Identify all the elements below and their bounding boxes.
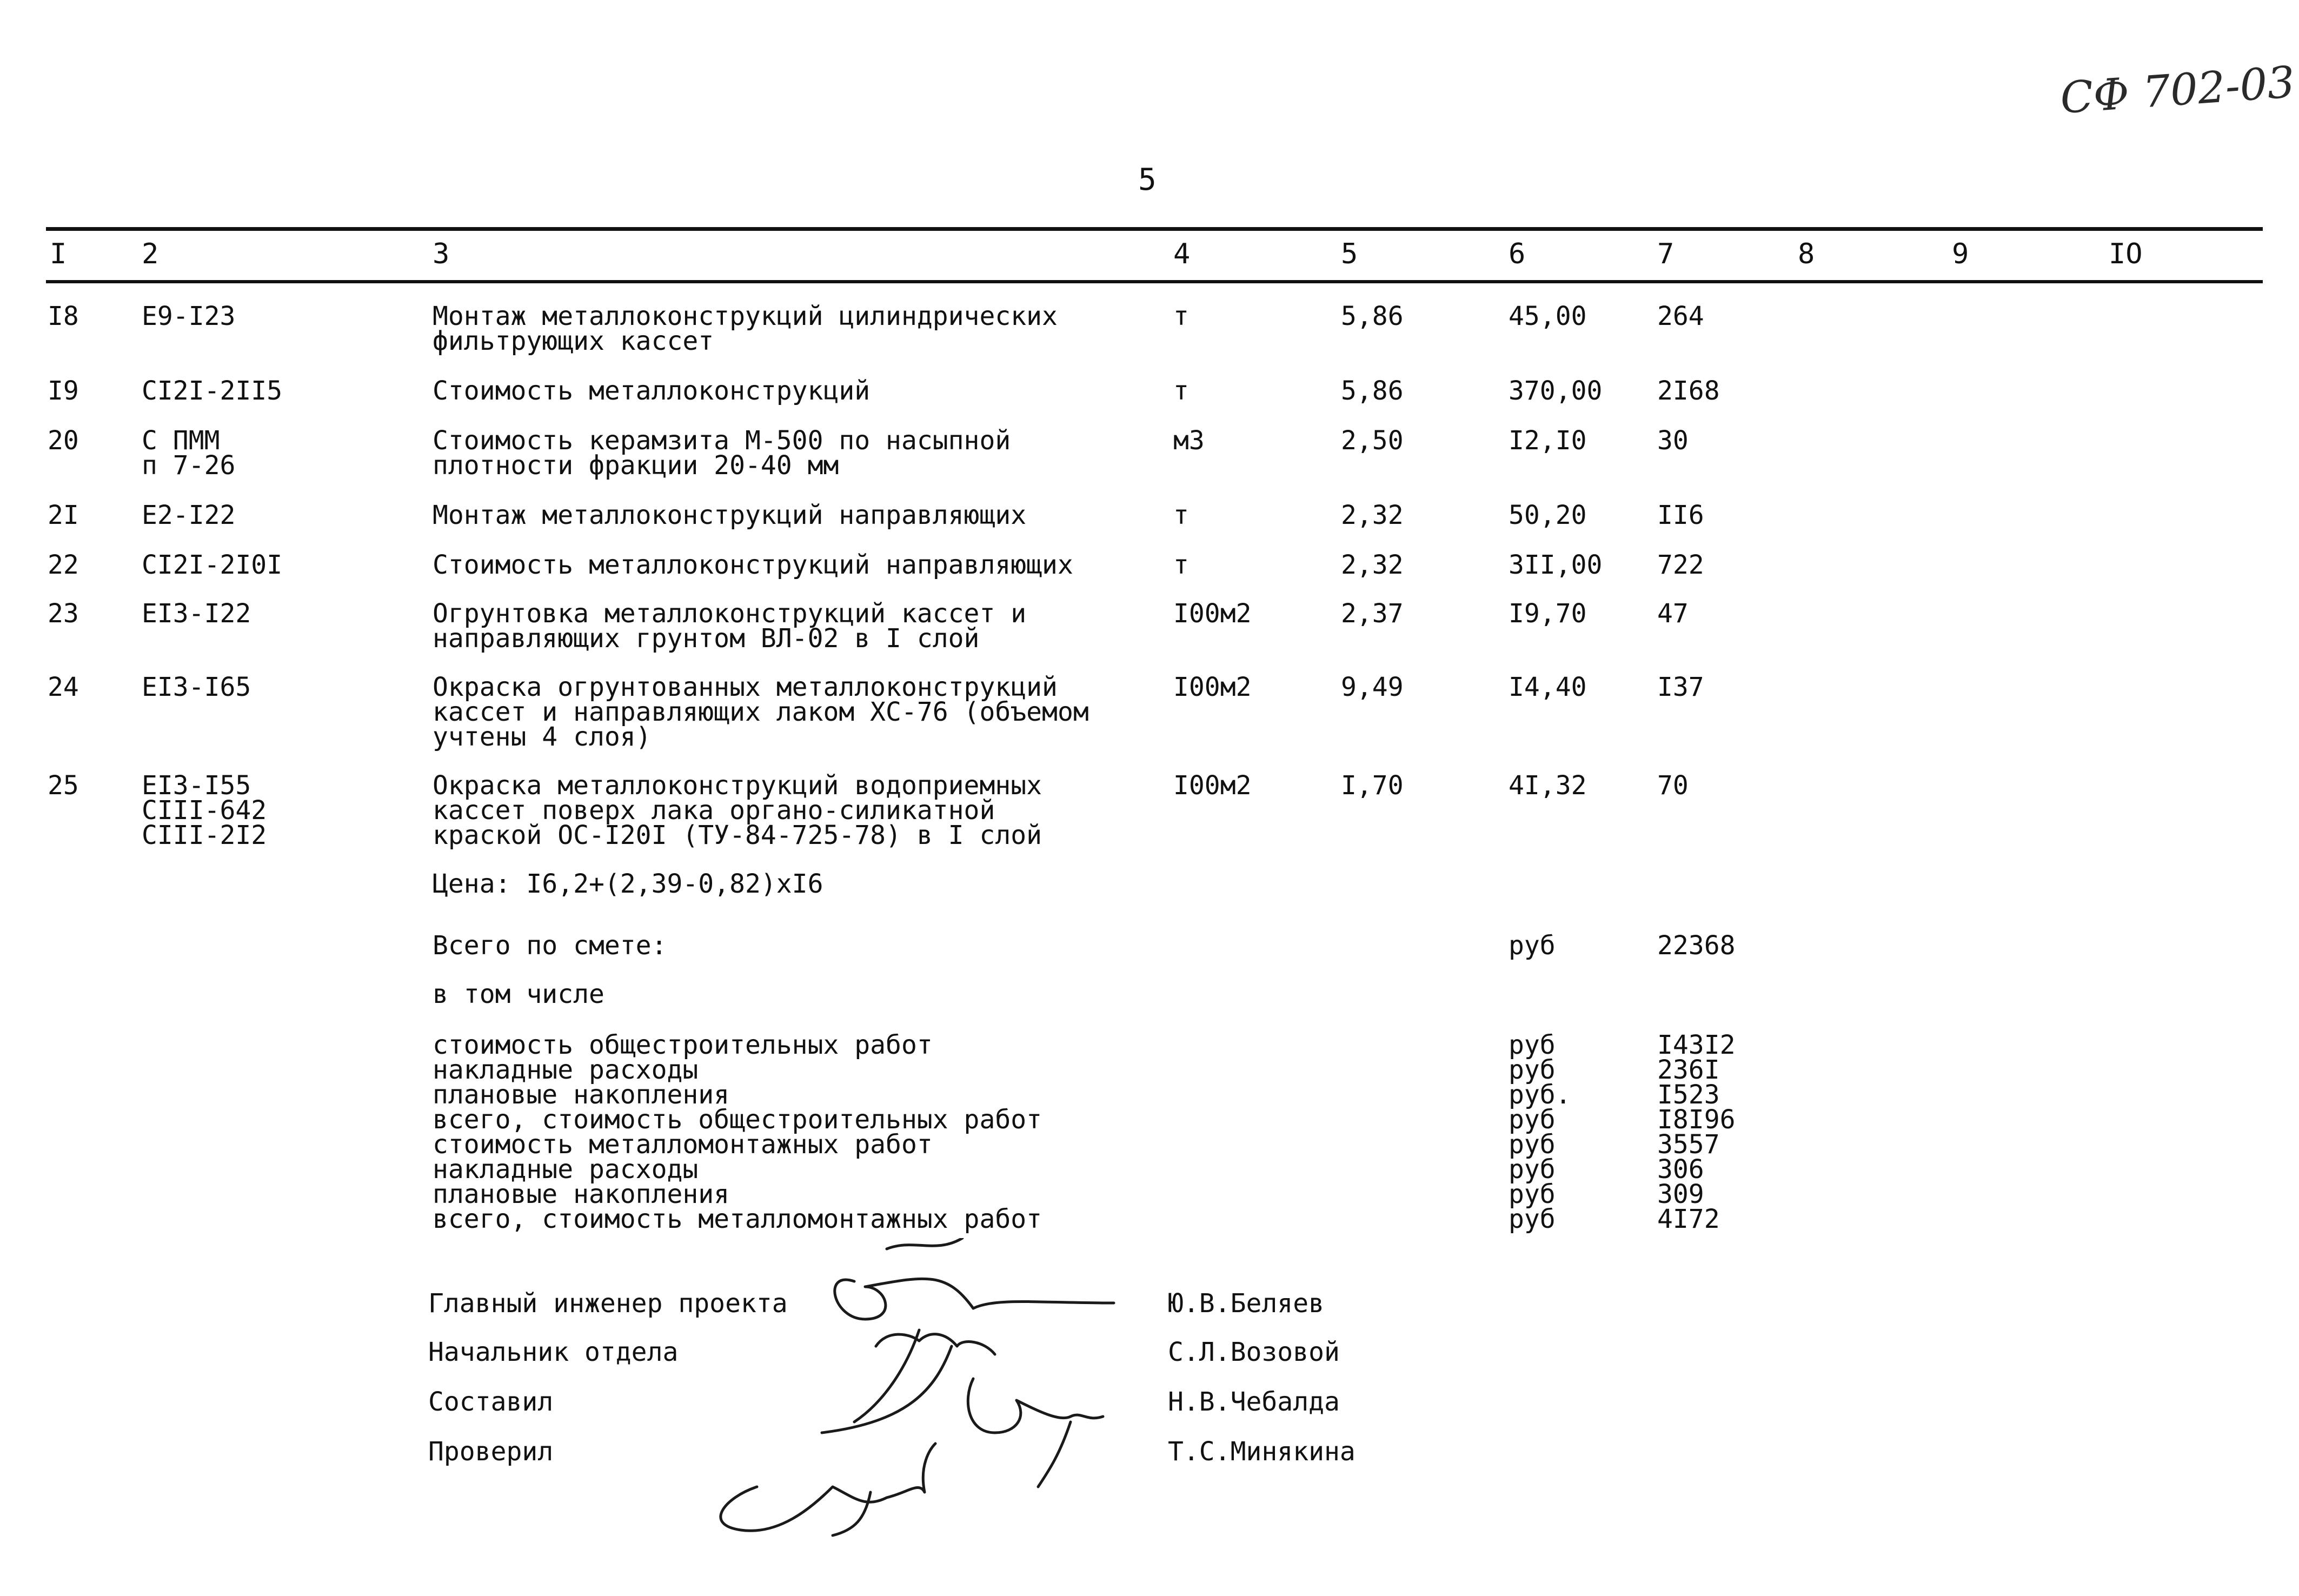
row-unit: т — [1173, 376, 1189, 406]
row-code: ЕI3-I22 — [142, 598, 251, 629]
column-header: 4 — [1173, 238, 1191, 270]
row-unit-price: 50,20 — [1509, 500, 1587, 530]
row-cost: 722 — [1657, 550, 1704, 580]
row-unit-price: I2,I0 — [1509, 425, 1587, 456]
breakdown-label: плановые накопления — [433, 1179, 730, 1209]
signature-role: Начальник отдела — [428, 1337, 679, 1367]
breakdown-unit: руб — [1509, 1154, 1556, 1185]
breakdown-value: 306 — [1657, 1154, 1704, 1185]
breakdown-label: накладные расходы — [433, 1154, 699, 1185]
row-unit-price: I4,40 — [1509, 672, 1587, 702]
price-note: Цена: I6,2+(2,39-0,82)хI6 — [433, 869, 823, 899]
signature-compiler — [968, 1379, 1103, 1487]
row-code: ЕI3-I65 — [142, 672, 251, 702]
row-cost: 47 — [1657, 598, 1689, 629]
row-unit: т — [1173, 500, 1189, 530]
row-description: Монтаж металлоконструкций направляющих — [433, 500, 1027, 530]
breakdown-value: I8I96 — [1657, 1105, 1736, 1135]
row-quantity: 9,49 — [1341, 672, 1404, 702]
row-unit-price: 45,00 — [1509, 301, 1587, 331]
breakdown-label: всего, стоимость металломонтажных работ — [433, 1204, 1042, 1234]
signature-chief-engineer — [835, 1238, 1114, 1319]
row-code: ЕI3-I55 СIII-642 СIII-2I2 — [142, 770, 267, 850]
table-header-rule — [46, 280, 2263, 283]
signature-role: Составил — [428, 1387, 554, 1417]
column-header: 7 — [1657, 238, 1675, 270]
column-header: IO — [2109, 238, 2143, 270]
row-unit: м3 — [1173, 425, 1205, 456]
total-unit: руб — [1509, 930, 1556, 961]
row-quantity: 2,32 — [1341, 550, 1404, 580]
row-unit: I00м2 — [1173, 598, 1252, 629]
column-header: I — [50, 238, 67, 270]
row-unit-price: 370,00 — [1509, 376, 1603, 406]
row-quantity: I,70 — [1341, 770, 1404, 801]
row-quantity: 2,50 — [1341, 425, 1404, 456]
table-top-rule — [46, 227, 2263, 231]
row-unit: I00м2 — [1173, 770, 1252, 801]
row-description: Стоимость керамзита М-500 по насыпной плотности фракции 20-40 мм — [433, 425, 1011, 481]
handwritten-signatures — [692, 1238, 1168, 1541]
breakdown-unit: руб — [1509, 1129, 1556, 1160]
signature-dept-head — [822, 1330, 995, 1433]
breakdown-label: стоимость общестроительных работ — [433, 1030, 933, 1060]
column-header: 6 — [1509, 238, 1526, 270]
row-number: 20 — [48, 425, 79, 456]
breakdown-value: 3557 — [1657, 1129, 1720, 1160]
row-code: С ПММ п 7-26 — [142, 425, 236, 481]
including-label: в том числе — [433, 979, 604, 1009]
breakdown-label: накладные расходы — [433, 1055, 699, 1085]
signature-role: Проверил — [428, 1437, 554, 1467]
column-header: 2 — [142, 238, 159, 270]
row-number: 25 — [48, 770, 79, 801]
document-stamp: СФ 702-03 — [2058, 56, 2297, 124]
signature-name: Н.В.Чебалда — [1168, 1387, 1340, 1417]
row-number: 24 — [48, 672, 79, 702]
breakdown-label: всего, стоимость общестроительных работ — [433, 1105, 1042, 1135]
breakdown-unit: руб — [1509, 1030, 1556, 1060]
signature-name: Ю.В.Беляев — [1168, 1288, 1324, 1319]
breakdown-value: 309 — [1657, 1179, 1704, 1209]
row-cost: II6 — [1657, 500, 1704, 530]
row-unit: I00м2 — [1173, 672, 1252, 702]
breakdown-value: 4I72 — [1657, 1204, 1720, 1234]
row-unit-price: 3II,00 — [1509, 550, 1603, 580]
row-description: Монтаж металлоконструкций цилиндрических фильтрующих кассет — [433, 301, 1058, 356]
breakdown-label: стоимость металломонтажных работ — [433, 1129, 933, 1160]
breakdown-value: I43I2 — [1657, 1030, 1736, 1060]
column-header: 9 — [1952, 238, 1969, 270]
breakdown-value: 236I — [1657, 1055, 1720, 1085]
breakdown-unit: руб — [1509, 1055, 1556, 1085]
row-number: I8 — [48, 301, 79, 331]
row-code: СI2I-2II5 — [142, 376, 283, 406]
signature-checker — [721, 1444, 935, 1535]
breakdown-label: плановые накопления — [433, 1080, 730, 1110]
breakdown-unit: руб — [1509, 1179, 1556, 1209]
row-description: Стоимость металлоконструкций направляющих — [433, 550, 1073, 580]
row-unit-price: I9,70 — [1509, 598, 1587, 629]
total-label: Всего по смете: — [433, 930, 667, 961]
row-code: Е9-I23 — [142, 301, 236, 331]
page-number: 5 — [1138, 162, 1157, 197]
row-code: Е2-I22 — [142, 500, 236, 530]
row-number: 22 — [48, 550, 79, 580]
row-description: Окраска металлоконструкций водоприемных кассет поверх лака органо-силикатной краской ОС-I20I (ТУ-84-725-78) в I слой — [433, 770, 1042, 850]
row-unit-price: 4I,32 — [1509, 770, 1587, 801]
row-cost: 264 — [1657, 301, 1704, 331]
row-description: Стоимость металлоконструкций — [433, 376, 871, 406]
column-header: 3 — [433, 238, 450, 270]
row-cost: 30 — [1657, 425, 1689, 456]
row-unit: т — [1173, 550, 1189, 580]
row-number: I9 — [48, 376, 79, 406]
row-description: Огрунтовка металлоконструкций кассет и направляющих грунтом ВЛ-02 в I слой — [433, 598, 1027, 654]
total-value: 22368 — [1657, 930, 1736, 961]
signature-name: Т.С.Минякина — [1168, 1437, 1356, 1467]
breakdown-unit: руб — [1509, 1105, 1556, 1135]
signature-name: С.Л.Возовой — [1168, 1337, 1340, 1367]
breakdown-value: I523 — [1657, 1080, 1720, 1110]
column-header: 8 — [1798, 238, 1815, 270]
row-unit: т — [1173, 301, 1189, 331]
row-quantity: 2,37 — [1341, 598, 1404, 629]
row-description: Окраска огрунтованных металлоконструкций кассет и направляющих лаком ХС-76 (объемом учтены 4 слоя) — [433, 672, 1089, 752]
row-number: 23 — [48, 598, 79, 629]
row-cost: 2I68 — [1657, 376, 1720, 406]
breakdown-unit: руб — [1509, 1204, 1556, 1234]
row-quantity: 5,86 — [1341, 376, 1404, 406]
row-cost: 70 — [1657, 770, 1689, 801]
signature-role: Главный инженер проекта — [428, 1288, 788, 1319]
row-code: СI2I-2I0I — [142, 550, 283, 580]
row-quantity: 5,86 — [1341, 301, 1404, 331]
row-cost: I37 — [1657, 672, 1704, 702]
row-quantity: 2,32 — [1341, 500, 1404, 530]
row-number: 2I — [48, 500, 79, 530]
column-header: 5 — [1341, 238, 1358, 270]
breakdown-unit: руб. — [1509, 1080, 1571, 1110]
